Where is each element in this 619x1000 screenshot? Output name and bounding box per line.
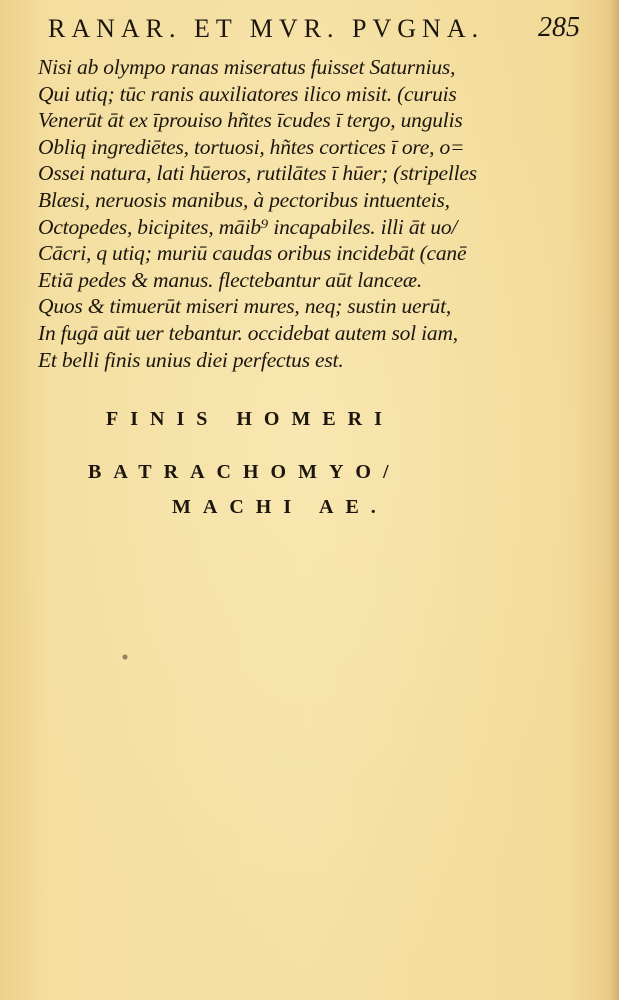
- colophon-finis: FINIS HOMERI: [106, 408, 394, 430]
- ink-speck: [118, 654, 132, 660]
- verse-line: Quos & timuerūt miseri mures, neq; sustin uerūt,: [38, 294, 452, 319]
- verse-line: Etiā pedes & manus. flectebantur aūt lanceæ.: [38, 267, 423, 292]
- running-title: RANAR. ET MVR. PVGNA.: [48, 14, 485, 43]
- verse-line: Ossei natura, lati hūeros, rutilātes ī hūer; (stripelles: [38, 161, 477, 186]
- colophon-title-part2: MACHI AE.: [172, 496, 388, 518]
- verse-line: Octopedes, bicipites, māib⁹ incapabiles. illi āt uo/: [38, 214, 458, 239]
- verse-line: Blæsi, neruosis manibus, à pectoribus intuenteis,: [38, 187, 450, 212]
- page-header: [40, 10, 580, 46]
- verse-line: In fugā aūt uer tebantur. occidebat autem sol iam,: [38, 320, 458, 345]
- page-number: 285: [538, 12, 580, 43]
- page-edge-shadow: [609, 0, 619, 1000]
- verse-line: Qui utiq; tūc ranis auxiliatores ilico misit. (curuis: [38, 81, 457, 106]
- verse-line: Cācri, q utiq; muriū caudas oribus incidebāt (canē: [38, 241, 467, 266]
- verse-block: [38, 54, 586, 373]
- verse-line: Obliq ingrediētes, tortuosi, hñtes cortices ī ore, o=: [38, 134, 465, 159]
- verse-line: Venerūt āt ex īprouiso hñtes īcudes ī tergo, ungulis: [38, 108, 463, 133]
- verse-line: Et belli finis unius diei perfectus est.: [38, 347, 344, 372]
- colophon-title-part1: BATRACHOMYO/: [88, 461, 401, 483]
- verse-line: Nisi ab olympo ranas miseratus fuisset Saturnius,: [38, 55, 456, 79]
